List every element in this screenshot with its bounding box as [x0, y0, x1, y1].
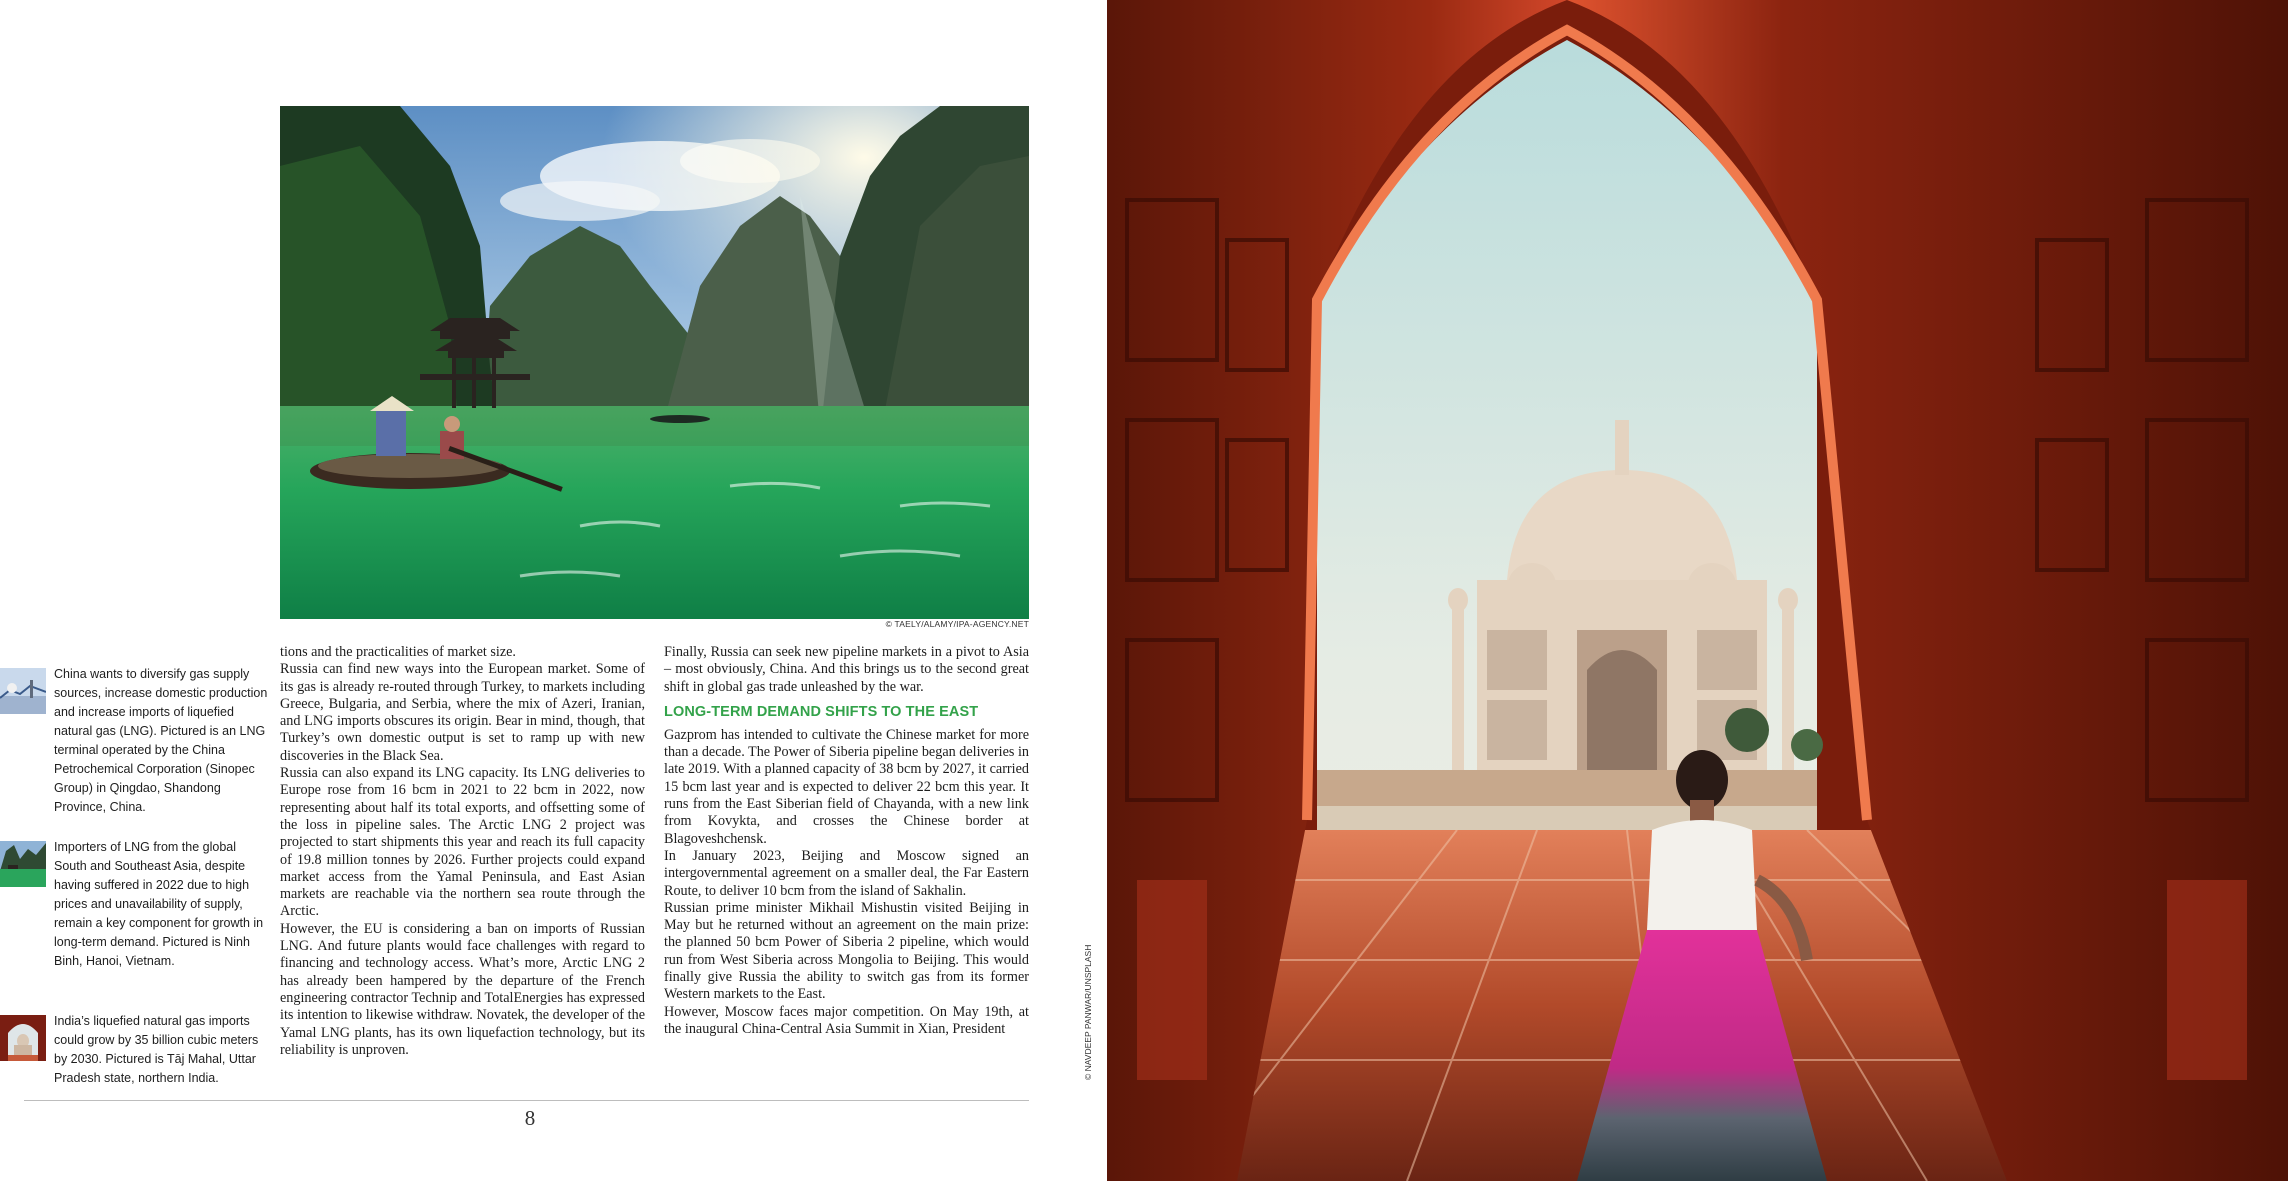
article-column-2 — [664, 644, 1029, 1038]
photo-credit-top: © TAELY/ALAMY/IPA-AGENCY.NET — [885, 619, 1029, 629]
paragraph: Russian prime minister Mikhail Mishustin visited Beijing in May but he returned without an agreement on the main prize: the planned 50 bcm Power of Siberia 2 pipeline, which would run from West Siberia across Mongolia to Beijing. This would finally give Russia the ability to switch gas from its former Western markets to the East. — [664, 899, 1029, 1003]
page-number: 8 — [524, 1106, 536, 1130]
paragraph: However, Moscow faces major competition. On May 19th, at the inaugural China-Central Asia Summit in Xian, President — [664, 1003, 1029, 1037]
thumb-taj-mahal — [0, 1015, 46, 1061]
thumb-ninh-binh — [0, 841, 46, 887]
paragraph: In January 2023, Beijing and Moscow signed an intergovernmental agreement on a smaller deal, the Far Eastern Route, to deliver 10 bcm from the island of Sakhalin. — [664, 847, 1029, 899]
footer-rule — [24, 1100, 1029, 1101]
taj-mahal-photo — [1107, 0, 2288, 1181]
thumb-lng-terminal — [0, 668, 46, 714]
paragraph: tions and the practicalities of market size. — [280, 644, 516, 660]
caption-text-1: China wants to diversify gas supply sources, increase domestic production and increase imports of liquefied natural gas (LNG). Pictured is an LNG terminal operated by the China Petrochemical Corporation (Sinopec Group) in Qingdao, Shandong Province, China. — [54, 667, 268, 814]
vietnam-lake-photo — [280, 106, 1029, 619]
photo-credit-right: © NAVDEEP PANWAR/UNSPLASH — [1083, 944, 1093, 1080]
section-heading: LONG-TERM DEMAND SHIFTS TO THE EAST — [664, 703, 979, 720]
article-column-1 — [280, 644, 645, 1059]
paragraph: However, the EU is considering a ban on imports of Russian LNG. And future plants would face challenges with regard to financing and technology access. What’s more, Arctic LNG 2 has already been hampered by the departure of the French engineering contractor Technip and TotalEnergies has expressed its intention to likewise withdraw. Novatek, the developer of the Yamal LNG plants, has its own liquefaction technology, but its reliability is unproven. — [280, 920, 645, 1058]
paragraph: Russia can find new ways into the European market. Some of its gas is already re-routed through Turkey, to markets including Greece, Bulgaria, and Serbia, where the mix of Azeri, Iranian, and LNG imports obscures its origin. Bear in mind, though, that Turkey’s own domestic output is set to ramp up with new discoveries in the Black Sea. — [280, 661, 645, 764]
caption-text-3: India’s liquefied natural gas imports could grow by 35 billion cubic meters by 2030. Pictured is Tāj Mahal, Uttar Pradesh state, northern India. — [54, 1014, 259, 1085]
paragraph: Finally, Russia can seek new pipeline markets in a pivot to Asia – most obviously, China. And this brings us to the second great shift in global gas trade unleashed by the war. — [664, 644, 1029, 695]
paragraph: Russia can also expand its LNG capacity. Its LNG deliveries to Europe rose from 16 bcm in 2021 to 22 bcm in 2022, now representing about half its total exports, and offsetting some of the loss in pipeline sales. The Arctic LNG 2 project was projected to start shipments this year and reach its full capacity of 19.8 million tonnes by 2026. Further projects could expand market access from the Yamal Peninsula, and East Asian markets are reachable via the northern sea route through the Arctic. — [280, 765, 645, 920]
caption-text-2: Importers of LNG from the global South and Southeast Asia, despite having suffered in 2022 due to high prices and unavailability of supply, remain a key component for growth in long-term demand. Pictured is Ninh Binh, Hanoi, Vietnam. — [54, 840, 264, 968]
paragraph: Gazprom has intended to cultivate the Chinese market for more than a decade. The Power of Siberia pipeline began deliveries in late 2019. With a planned capacity of 38 bcm by 2027, it carried 15 bcm last year and is expected to deliver 22 bcm this year. It runs from the East Siberian field of Chayanda, with a new link from Kovykta, and crosses the Chinese border at Blagoveshchensk. — [664, 726, 1029, 847]
